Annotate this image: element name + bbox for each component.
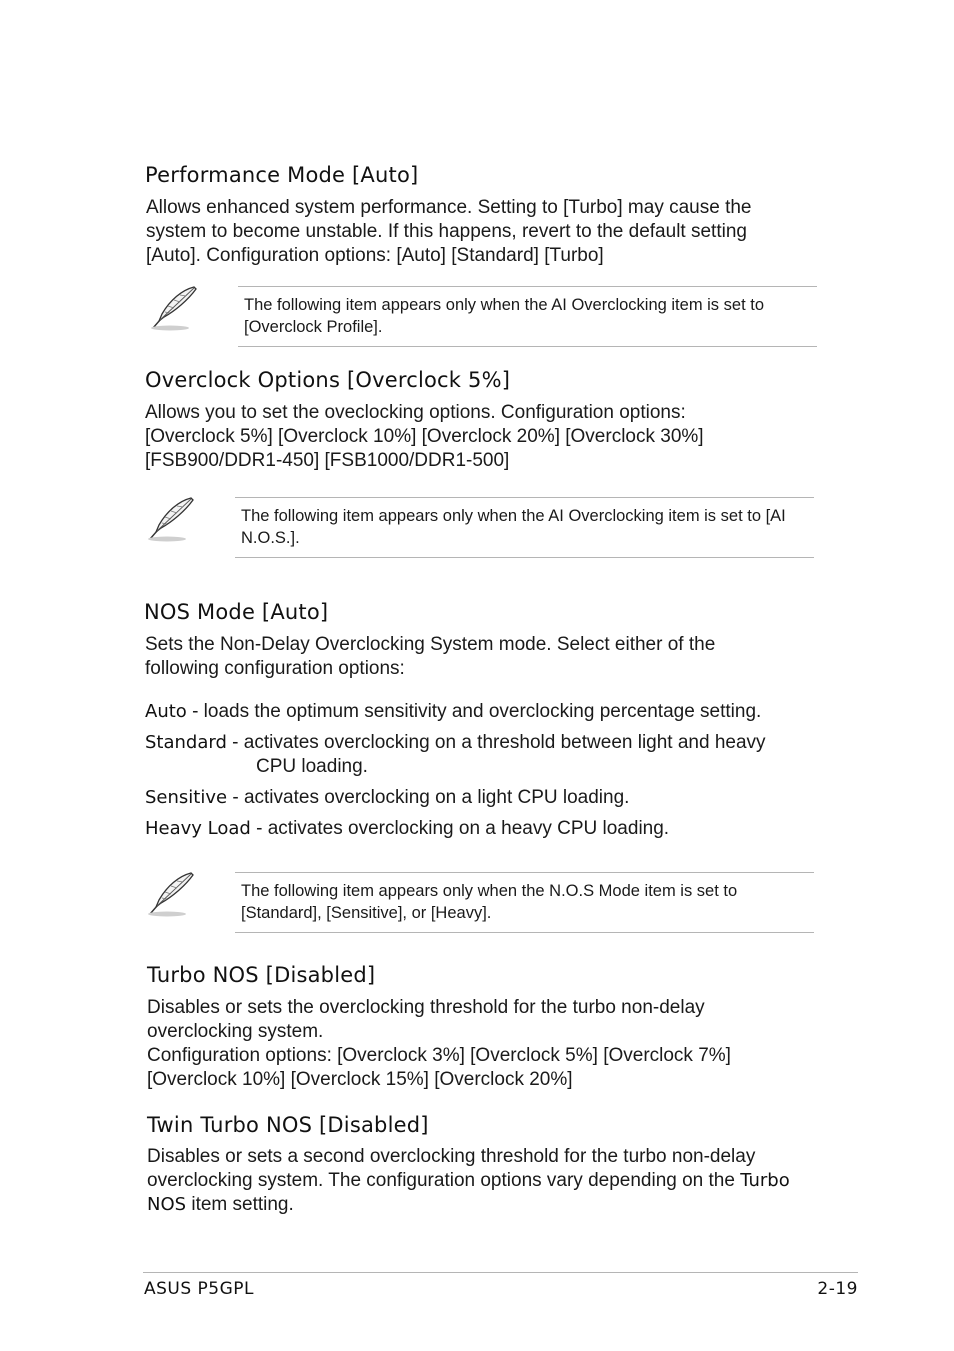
option-desc: - activates overclocking on a threshold between light and heavy <box>226 732 766 753</box>
feather-pen-icon <box>148 284 200 332</box>
option-desc: - activates overclocking on a heavy CPU loading. <box>250 818 670 839</box>
note-box-2 <box>235 497 814 558</box>
section-body-overclock-options: Allows you to set the oveclocking options. Configuration options: [Overclock 5%] [Overclock 10%] [Overclock 20%] [Overclock 30%] [FSB900/DDR1-450] [FSB1000/DDR1-500] <box>145 402 704 471</box>
section-body-turbo-nos-2: Configuration options: [Overclock 3%] [Overclock 5%] [Overclock 7%] [Overclock 10%] [Overclock 15%] [Overclock 20%] <box>147 1045 731 1090</box>
option-term: Standard <box>145 732 227 753</box>
option-term: Auto <box>145 701 187 722</box>
option-sensitive <box>145 786 629 810</box>
option-term: Heavy Load <box>145 818 251 839</box>
section-body-nos-mode: Sets the Non-Delay Overclocking System mode. Select either of the following configuration options: <box>145 634 716 679</box>
option-heavy-load <box>145 817 669 841</box>
section-title-turbo-nos: Turbo NOS [Disabled] <box>147 963 376 987</box>
option-desc: - loads the optimum sensitivity and overclocking percentage setting. <box>186 701 762 722</box>
note-text-3: The following item appears only when the N.O.S Mode item is set to [Standard], [Sensitive], or [Heavy]. <box>241 882 738 922</box>
section-title-performance-mode: Performance Mode [Auto] <box>145 163 419 187</box>
option-auto <box>145 700 761 724</box>
body-text: item setting. <box>186 1194 294 1215</box>
section-body-performance-mode: Allows enhanced system performance. Setting to [Turbo] may cause the system to become unstable. If this happens, revert to the default setting [Auto]. Configuration options: [Auto] [Standard] [Turbo] <box>146 197 752 266</box>
section-body-twin-turbo-nos <box>147 1145 807 1217</box>
option-standard-cont: CPU loading. <box>256 756 368 777</box>
body-term: Turbo NOS <box>147 1170 790 1215</box>
section-title-overclock-options: Overclock Options [Overclock 5%] <box>145 368 511 392</box>
note-box-1 <box>238 286 817 347</box>
footer-product-name: ASUS P5GPL <box>144 1279 255 1299</box>
note-box-3 <box>235 872 814 933</box>
section-title-twin-turbo-nos: Twin Turbo NOS [Disabled] <box>147 1113 429 1137</box>
option-desc: - activates overclocking on a light CPU loading. <box>227 787 630 808</box>
note-text-2: The following item appears only when the AI Overclocking item is set to [AI N.O.S.]. <box>241 507 786 547</box>
option-term: Sensitive <box>145 787 228 808</box>
feather-pen-icon <box>145 495 197 543</box>
body-text: Disables or sets a second overclocking threshold for the turbo non-delay overclocking system. The configuration options vary depending on the <box>147 1146 756 1191</box>
footer-divider <box>143 1272 858 1273</box>
option-standard <box>145 731 766 755</box>
note-text-1: The following item appears only when the AI Overclocking item is set to [Overclock Profile]. <box>244 296 764 336</box>
section-body-turbo-nos-1: Disables or sets the overclocking threshold for the turbo non-delay overclocking system. <box>147 997 705 1042</box>
section-title-nos-mode: NOS Mode [Auto] <box>144 600 329 624</box>
footer-page-number: 2-19 <box>817 1279 858 1299</box>
feather-pen-icon <box>145 870 197 918</box>
